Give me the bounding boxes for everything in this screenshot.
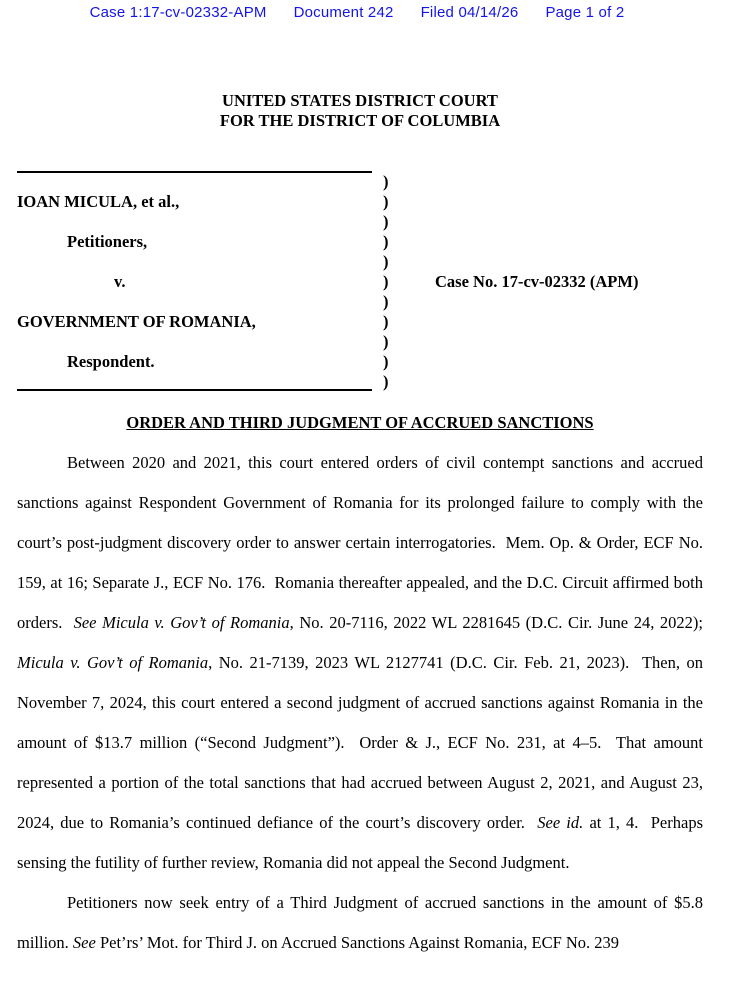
stamp-document-number: Document 242	[293, 4, 394, 21]
caption-party-text	[17, 372, 372, 392]
body-text: Between 2020 and 2021, this court entered orders of civil contempt sanctions and accrued sanctions against Respondent Government of Romania for its prolonged failure to comply with the court’s post-judgment discovery order to answer certain interrogatories. Mem. Op. & Order, ECF No. 159, at 16; Separate J., ECF No. 176. Romania thereafter appealed, and the D.C. Circuit affirmed both orders.	[17, 453, 708, 632]
caption-rows	[17, 172, 677, 392]
caption-right-blank	[402, 352, 435, 372]
caption-row	[17, 292, 677, 312]
document-body	[17, 443, 708, 963]
caption-row	[17, 312, 677, 332]
caption-paren: )	[383, 292, 389, 311]
caption-paren: )	[383, 252, 389, 271]
court-district: FOR THE DISTRICT OF COLUMBIA	[219, 111, 501, 130]
citation-italic: See	[72, 933, 96, 952]
caption-right-blank	[402, 192, 435, 212]
caption-right-blank	[402, 332, 435, 352]
caption-row	[17, 172, 677, 192]
caption-party-text	[17, 212, 372, 232]
caption-right-blank	[402, 252, 435, 272]
caption-right-blank	[402, 212, 435, 232]
body-text: , No. 20-7116, 2022 WL 2281645 (D.C. Cir. June 24, 2022);	[289, 613, 708, 632]
caption-paren: )	[383, 272, 389, 291]
caption-party-text: Respondent.	[67, 352, 155, 371]
caption-paren: )	[383, 312, 389, 331]
caption-paren: )	[383, 192, 389, 211]
caption-right-blank	[402, 172, 435, 192]
caption-party-text: IOAN MICULA, et al.,	[17, 192, 180, 211]
body-text: at 1, 4. Perhaps sensing the futility of further review, Romania did not appeal the Second Judgment.	[17, 813, 708, 872]
caption-paren: )	[383, 332, 389, 351]
caption-row	[17, 192, 677, 212]
caption-right-blank	[402, 372, 435, 392]
caption-paren: )	[383, 172, 389, 191]
header-stamp	[0, 4, 729, 21]
caption-paren: )	[383, 232, 389, 251]
citation-italic: Micula v. Gov’t of Romania	[17, 653, 209, 672]
caption-paren: )	[383, 212, 389, 231]
caption-row	[17, 372, 677, 392]
caption-case-number: Case No. 17-cv-02332 (APM)	[435, 272, 639, 291]
caption-party-text	[17, 292, 372, 312]
caption-party-text	[17, 172, 372, 192]
caption-row	[17, 332, 677, 352]
caption-row	[17, 352, 677, 372]
caption-row	[17, 252, 677, 272]
caption-right-blank	[402, 232, 435, 252]
body-paragraph	[17, 443, 708, 883]
caption-right-blank	[402, 312, 435, 332]
caption-row	[17, 212, 677, 232]
court-heading	[17, 91, 703, 131]
order-title: ORDER AND THIRD JUDGMENT OF ACCRUED SANCTIONS	[126, 413, 594, 432]
stamp-page-number: Page 1 of 2	[545, 4, 625, 21]
stamp-filed-date: Filed 04/14/26	[420, 4, 519, 21]
caption-party-text: Petitioners,	[67, 232, 148, 251]
citation-italic: See Micula v. Gov’t of Romania	[73, 613, 290, 632]
caption-party-text: v.	[114, 272, 126, 291]
court-name: UNITED STATES DISTRICT COURT	[222, 91, 498, 110]
body-text: Pet’rs’ Mot. for Third J. on Accrued Sanctions Against Romania, ECF No. 239	[95, 933, 620, 952]
stamp-case-number: Case 1:17-cv-02332-APM	[89, 4, 267, 21]
body-paragraph	[17, 883, 708, 963]
caption-party-text	[17, 252, 372, 272]
caption-party-text	[17, 332, 372, 352]
citation-italic: See id.	[537, 813, 584, 832]
caption-right-blank	[402, 292, 435, 312]
caption-paren: )	[383, 372, 389, 391]
caption-paren: )	[383, 352, 389, 371]
caption-party-text: GOVERNMENT OF ROMANIA,	[17, 312, 256, 331]
body-text: Petitioners now seek entry of a Third Judgment of accrued sanctions in the amount of $5.8 million.	[17, 893, 708, 952]
body-text: , No. 21-7139, 2023 WL 2127741 (D.C. Cir. Feb. 21, 2023). Then, on November 7, 2024, this court entered a second judgment of accrued sanctions against Romania in the amount of $13.7 million (“Second Judgment”). Order & J., ECF No. 231, at 4–5. That amount represented a portion of the total sanctions that had accrued between August 2, 2021, and August 23, 2024, due to Romania’s continued defiance of the court’s discovery order.	[17, 653, 708, 832]
caption-row	[17, 272, 677, 292]
caption-row	[17, 232, 677, 252]
